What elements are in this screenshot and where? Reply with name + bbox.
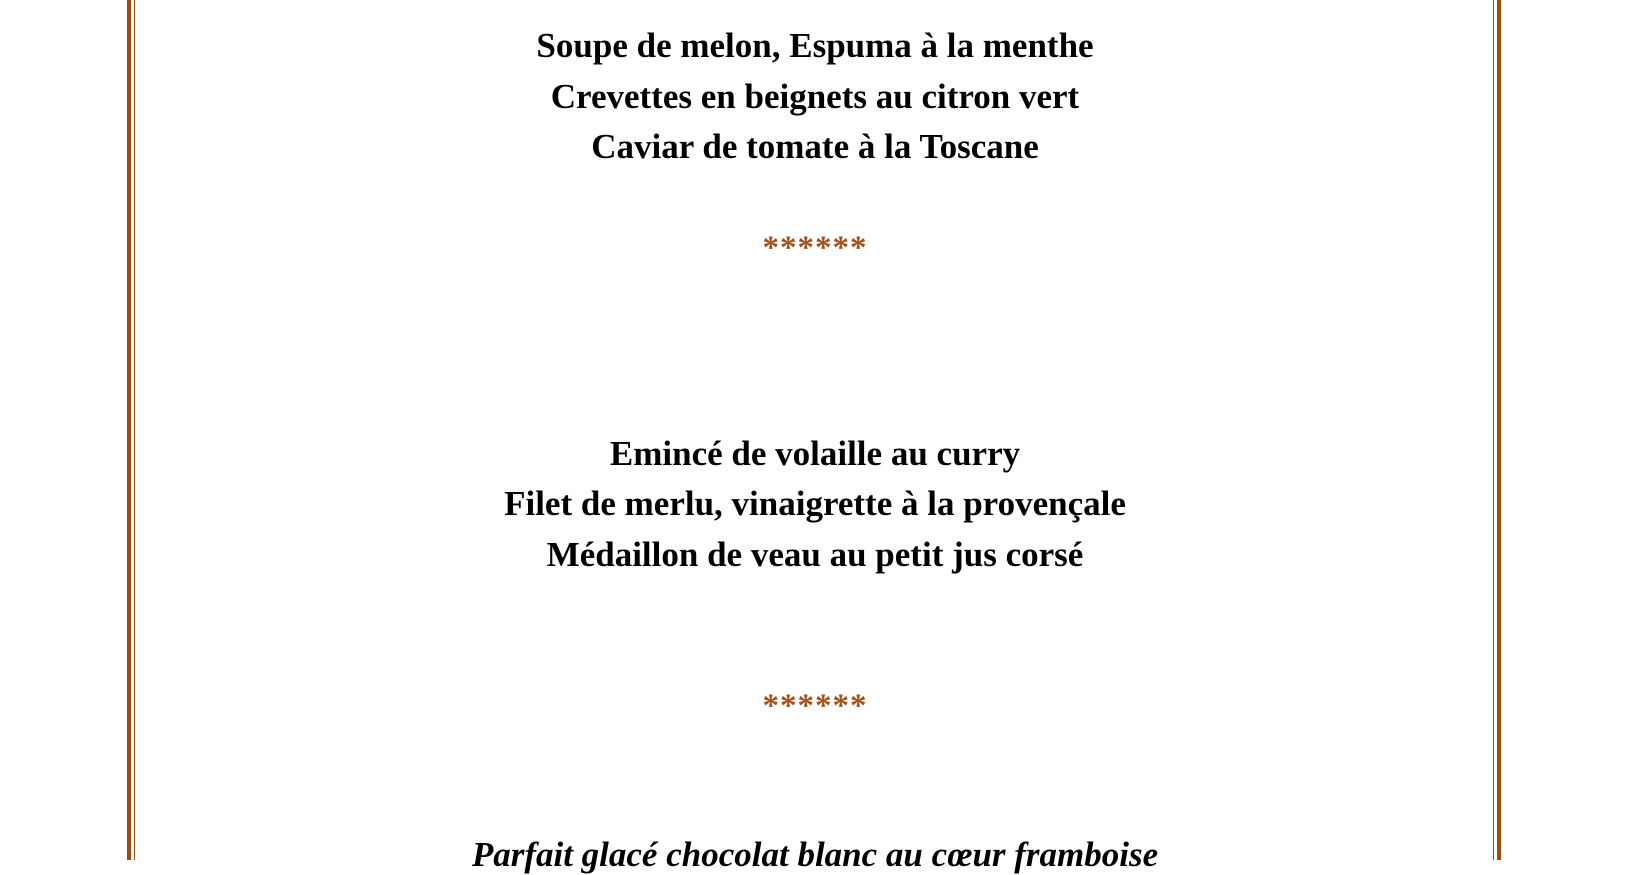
menu-border-right-inner <box>1493 0 1494 860</box>
plat-item: Emincé de volaille au curry <box>609 434 1021 473</box>
entree-item: Caviar de tomate à la Toscane <box>591 127 1039 166</box>
menu-border-left-inner <box>134 0 135 860</box>
plat-item: Filet de merlu, vinaigrette à la provençale <box>504 484 1126 523</box>
course-separator: ****** <box>762 688 868 724</box>
menu-border-right-outer <box>1497 0 1501 860</box>
course-separator: ****** <box>762 230 868 266</box>
entree-item: Crevettes en beignets au citron vert <box>550 77 1080 116</box>
plat-item: Médaillon de veau au petit jus corsé <box>546 535 1084 574</box>
menu-border-left-outer <box>127 0 131 860</box>
dessert-item: Parfait glacé chocolat blanc au cœur framboise <box>471 835 1159 874</box>
entree-item: Soupe de melon, Espuma à la menthe <box>536 26 1094 65</box>
